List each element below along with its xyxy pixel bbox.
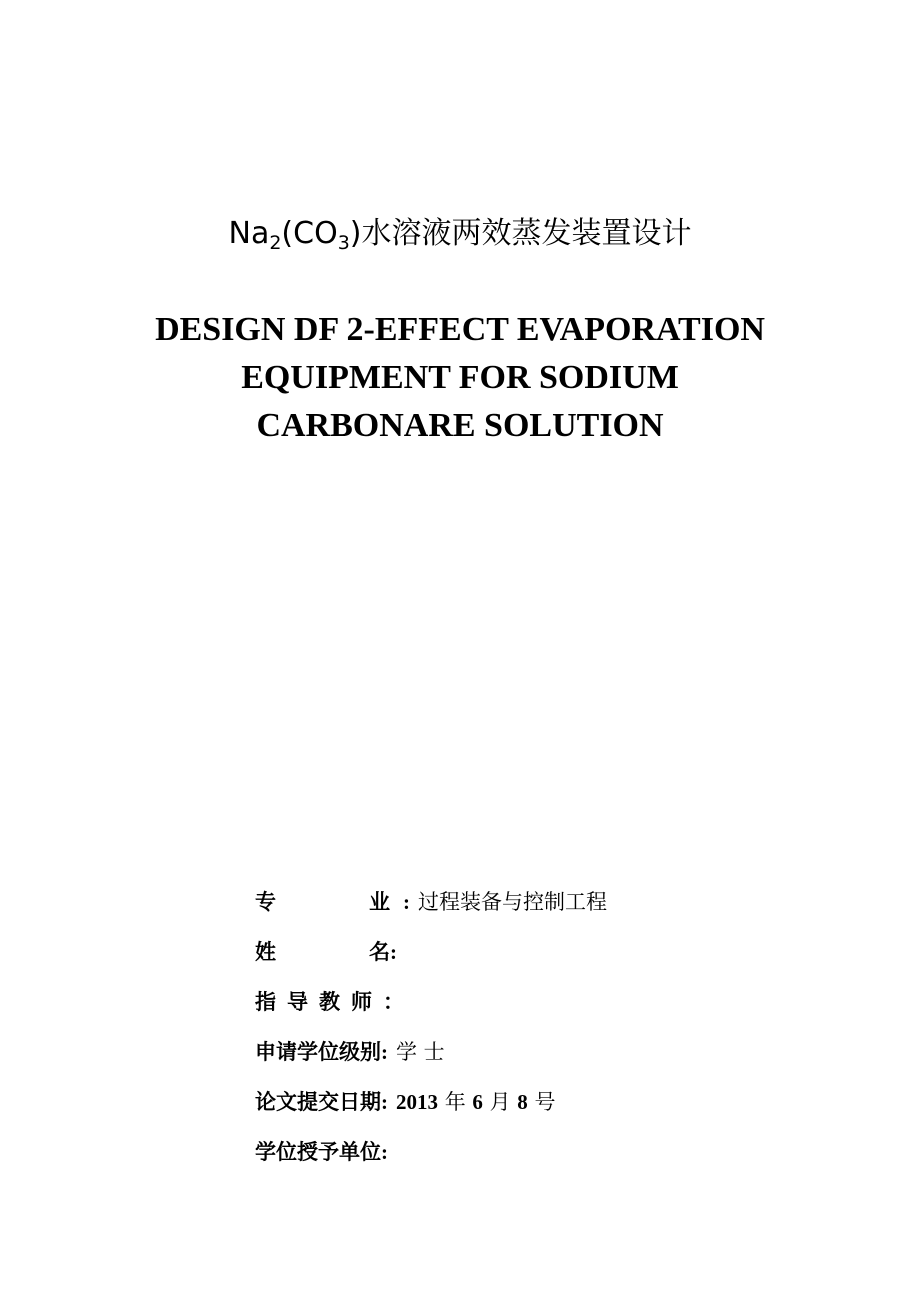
- info-row-major: [255, 882, 815, 932]
- info-row-date: [255, 1082, 815, 1132]
- date-month-unit: 月: [489, 1090, 511, 1114]
- english-title-line-1: DESIGN DF 2-EFFECT EVAPORATION: [155, 311, 765, 348]
- info-row-degree: [255, 1032, 815, 1082]
- major-value: 过程装备与控制工程: [418, 890, 607, 914]
- major-label: 专 业: [255, 890, 390, 914]
- date-year-unit: 年: [444, 1090, 466, 1114]
- chinese-title: [0, 212, 920, 256]
- unit-label: 学位授予单位: [255, 1140, 381, 1164]
- english-title: [0, 306, 920, 450]
- advisor-colon: ：: [383, 990, 404, 1014]
- major-colon: :: [403, 890, 410, 914]
- date-label: 论文提交日期: [255, 1090, 381, 1114]
- title-cn-suffix: )水溶液两效蒸发装置设计: [349, 216, 692, 251]
- advisor-label: 指导教师: [255, 990, 383, 1014]
- thesis-info-block: [255, 882, 815, 1182]
- date-colon: :: [381, 1090, 388, 1114]
- name-label: 姓 名: [255, 940, 390, 964]
- title-cn-subscript-3: 3: [337, 232, 350, 254]
- title-cn-prefix: Na: [228, 216, 270, 251]
- date-day: 8: [517, 1090, 528, 1114]
- date-year: 2013: [396, 1090, 438, 1114]
- english-title-line-3: CARBONARE SOLUTION: [256, 407, 664, 444]
- info-row-advisor: [255, 982, 815, 1032]
- title-cn-mid: (CO: [281, 216, 338, 251]
- info-row-unit: [255, 1132, 815, 1182]
- date-day-unit: 号: [534, 1090, 556, 1114]
- english-title-line-2: EQUIPMENT FOR SODIUM: [241, 359, 679, 396]
- date-month: 6: [472, 1090, 483, 1114]
- info-row-name: [255, 932, 815, 982]
- degree-colon: :: [381, 1040, 388, 1064]
- degree-value: 学 士: [396, 1040, 445, 1064]
- unit-colon: :: [381, 1140, 388, 1164]
- title-cn-subscript-2: 2: [269, 232, 282, 254]
- name-colon: :: [390, 940, 397, 964]
- degree-label: 申请学位级别: [255, 1040, 381, 1064]
